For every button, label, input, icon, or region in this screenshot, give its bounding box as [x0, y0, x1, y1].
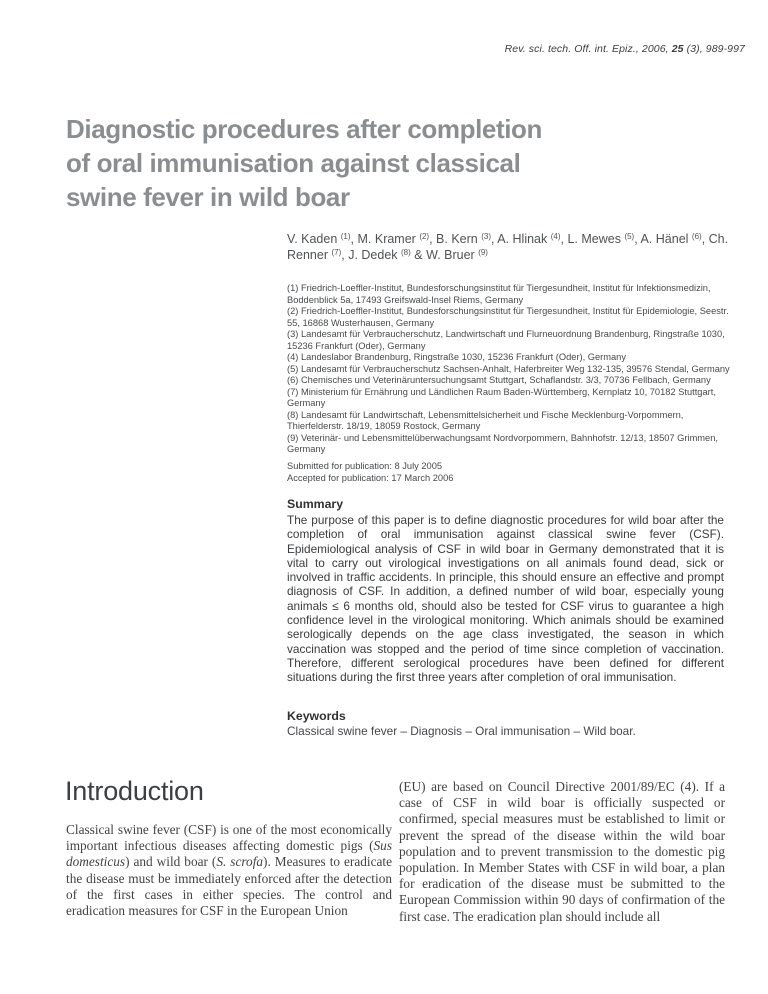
- text-segment: (3), 989-997: [683, 43, 745, 55]
- authors-line: [287, 232, 737, 263]
- submitted-line: Submitted for publication: 8 July 2005: [287, 461, 443, 471]
- affiliation: (4) Landeslabor Brandenburg, Ringstraße 1030, 15236 Frankfurt (Oder), Germany: [287, 352, 626, 362]
- summary-heading: Summary: [287, 497, 344, 511]
- journal-citation: [505, 43, 745, 55]
- affiliation: (3) Landesamt für Verbraucherschutz, Landwirtschaft und Flurneuordnung Brandenburg, Ringstraße 1030, 15236 Frankfurt (Oder), Germany: [287, 329, 725, 351]
- text-segment: (4): [550, 232, 561, 241]
- text-segment: , A. Hänel: [634, 232, 692, 246]
- text-segment: , B. Kern: [429, 232, 482, 246]
- affiliation: (6) Chemisches und Veterinäruntersuchungsamt Stuttgart, Schaflandstr. 3/3, 70736 Fellbach, Germany: [287, 375, 711, 385]
- keywords-text: Classical swine fever – Diagnosis – Oral immunisation – Wild boar.: [287, 724, 636, 738]
- summary-text: The purpose of this paper is to define diagnostic procedures for wild boar after the completion of oral immunisation against classical swine fever (CSF). Epidemiological analysis of CSF in wild boar in Germany demonstrated that it is vital to carry out virological investigations on all animals found dead, sick or involved in traffic accidents. In principle, this should ensure an effective and prompt diagnosis of CSF. In addition, a defined number of wild boar, especially young animals ≤ 6 months old, should also be tested for CSF virus to guarantee a high confidence level in the virological monitoring. Which animals should be examined serologically depends on the age class investigated, the season in which vaccination was stopped and the period of time since completion of vaccination. Therefore, different serological procedures have been defined for different situations during the first three years after completion of oral immunisation.: [287, 513, 724, 685]
- text-segment: 25: [671, 43, 684, 55]
- intro-column-left: [66, 822, 392, 919]
- text-segment: ). Measures to eradicate the disease must be immediately enforced after the detection of the first cases in either species. The control and eradication measures for CSF in the European Union: [66, 854, 393, 919]
- article-title-line: swine fever in wild boar: [66, 182, 350, 212]
- text-segment: , J. Dedek: [341, 247, 402, 262]
- affiliation: (9) Veterinär- und Lebensmittelüberwachungsamt Nordvorpommern, Bahnhofstr. 12/13, 18507 Grimmen, Germany: [287, 432, 718, 454]
- keywords-heading: Keywords: [287, 709, 346, 723]
- text-segment: S. scrofa: [216, 854, 264, 870]
- article-title-line: of oral immunisation against classical: [66, 148, 521, 178]
- text-segment: Sus domesticus: [66, 838, 392, 870]
- text-segment: , Ch. Renner: [287, 232, 729, 262]
- text-segment: Classical swine fever (CSF) is one of the most economically important infectious diseases affecting domestic pigs (: [66, 822, 392, 854]
- text-segment: Rev. sci. tech. Off. int. Epiz.: [504, 43, 636, 55]
- text-segment: (6): [691, 232, 702, 241]
- text-segment: & W. Bruer: [410, 247, 479, 262]
- article-title-line: Diagnostic procedures after completion: [66, 114, 543, 144]
- affiliations-block: [287, 283, 734, 456]
- accepted-line: Accepted for publication: 17 March 2006: [287, 472, 454, 483]
- text-segment: (5): [624, 232, 635, 241]
- affiliation: (7) Ministerium für Ernährung und Ländlichen Raum Baden-Württemberg, Kernplatz 10, 70182 Stuttgart, Germany: [287, 386, 716, 408]
- affiliation: (8) Landesamt für Landwirtschaft, Lebensmittelsicherheit und Fische Mecklenburg-Vorpommern, Thierfelderstr. 18/19, 18059 Rostock, Germany: [287, 409, 684, 431]
- introduction-heading: Introduction: [65, 776, 204, 806]
- text-segment: (2): [419, 232, 430, 241]
- text-segment: ) and wild boar (: [125, 854, 217, 870]
- text-segment: (3): [481, 232, 491, 241]
- text-segment: (8): [401, 247, 411, 257]
- article-title: [66, 112, 542, 214]
- text-segment: , 2006,: [635, 43, 672, 55]
- affiliation: (2) Friedrich-Loeffler-Institut, Bundesforschungsinstitut für Tiergesundheit, Institut für Epidemiologie, Seestr. 55, 16868 Wusterhausen, Germany: [287, 306, 729, 328]
- text-segment: (7): [331, 247, 342, 257]
- text-segment: (1): [340, 232, 351, 241]
- affiliation: (1) Friedrich-Loeffler-Institut, Bundesforschungsinstitut für Tiergesundheit, Institut für Infektionsmedizin, Boddenblick 5a, 17493 Greifswald-Insel Riems, Germany: [287, 283, 711, 305]
- intro-column-right: (EU) are based on Council Directive 2001/89/EC (4). If a case of CSF in wild boar is officially suspected or confirmed, special measures must be established to limit or prevent the spread of the disease within the wild boar population and to prevent transmission to the domestic pig population. In Member States with CSF in wild boar, a plan for eradication of the disease must be submitted to the European Commission within 90 days of confirmation of the first case. The eradication plan should include all: [399, 779, 725, 924]
- affiliation: (5) Landesamt für Verbraucherschutz Sachsen-Anhalt, Haferbreiter Weg 132-135, 39576 Stendal, Germany: [287, 363, 730, 374]
- text-segment: (9): [478, 247, 488, 257]
- submission-dates: [287, 461, 453, 484]
- text-segment: V. Kaden: [287, 232, 341, 246]
- text-segment: , M. Kramer: [350, 232, 420, 246]
- text-segment: , L. Mewes: [560, 232, 625, 246]
- text-segment: , A. Hlinak: [490, 232, 551, 246]
